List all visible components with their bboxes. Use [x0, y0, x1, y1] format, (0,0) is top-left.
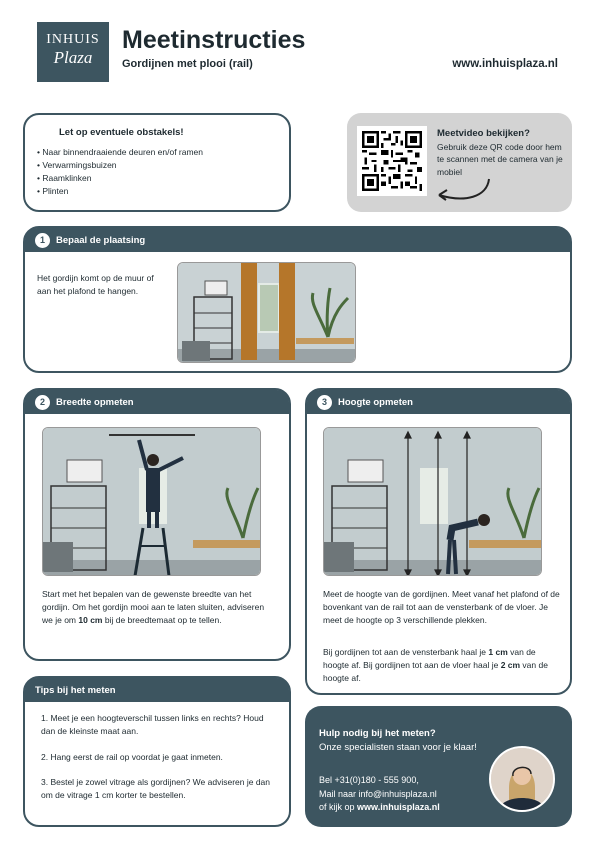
- list-item: • Raamklinken: [37, 172, 277, 185]
- step3-para1: Meet de hoogte van de gordijnen. Meet vanaf het plafond of de bovenkant van de rail tot aan de vensterbank of de vloer. Je meet de hoogte op 3 verschillende plekken.: [323, 589, 560, 625]
- obstacles-list: [37, 146, 277, 198]
- page-subtitle: Gordijnen met plooi (rail): [122, 58, 253, 70]
- tip-3: 3. Bestel je zowel vitrage als gordijnen? We adviseren je dan om de vitrage 1 cm korter te bestellen.: [41, 777, 271, 800]
- list-item: • Naar binnendraaiende deuren en/of ramen: [37, 146, 277, 159]
- step2-text-bold: 10 cm: [78, 615, 103, 625]
- page-title: Meetinstructies: [122, 26, 306, 54]
- step2-text: [42, 588, 274, 627]
- step3-title: Hoogte opmeten: [338, 396, 413, 408]
- list-item: • Verwarmingsbuizen: [37, 159, 277, 172]
- qr-description: Gebruik deze QR code door hem te scannen met de camera van je mobiel: [437, 141, 563, 177]
- tips-card: [23, 676, 291, 827]
- help-website-link[interactable]: www.inhuisplaza.nl: [357, 802, 440, 812]
- help-phone[interactable]: Bel +31(0)180 - 555 900,: [319, 775, 419, 785]
- obstacles-heading: Let op eventuele obstakels!: [59, 127, 184, 138]
- step1-text: Het gordijn komt op de muur of aan het plafond te hangen.: [37, 273, 154, 296]
- step2-title: Breedte opmeten: [56, 396, 134, 408]
- step1-title: Bepaal de plaatsing: [56, 234, 146, 246]
- step3-para2-bold2: 2 cm: [500, 660, 521, 670]
- step2-measuring-width-photo: [42, 427, 261, 576]
- step3-para2-a: Bij gordijnen tot aan de vensterbank haal je: [323, 647, 489, 657]
- tip-1: 1. Meet je een hoogteverschil tussen links en rechts? Houd dan de kleinste maat aan.: [41, 713, 264, 736]
- step2-text-b: bij de breedtemaat op te tellen.: [102, 615, 222, 625]
- step3-header: [307, 390, 570, 414]
- step3-number: 3: [317, 395, 332, 410]
- step1-header: [25, 228, 570, 252]
- step1-number: 1: [35, 233, 50, 248]
- step2-header: [25, 390, 289, 414]
- step3-para2-bold1: 1 cm: [488, 647, 508, 657]
- logo: [37, 22, 109, 82]
- avatar: [489, 746, 555, 812]
- logo-line2: Plaza: [53, 48, 93, 67]
- qr-text-block: [437, 127, 567, 178]
- step3-para2-d: van de hoogte af.: [323, 660, 548, 683]
- step3-para2-c: van de hoogte af. Bij gordijnen tot aan de vloer haal je: [323, 647, 536, 670]
- step3-para2: [323, 646, 561, 685]
- qr-heading: Meetvideo bekijken?: [437, 128, 530, 139]
- help-heading: Hulp nodig bij het meten?: [319, 728, 436, 739]
- help-contact: [319, 774, 440, 815]
- tips-header: [25, 678, 289, 702]
- curved-arrow-icon: [435, 175, 493, 205]
- list-item: • Plinten: [37, 185, 277, 198]
- help-subheading: Onze specialisten staan voor je klaar!: [319, 742, 477, 753]
- qr-code[interactable]: [357, 126, 427, 196]
- website-link[interactable]: www.inhuisplaza.nl: [452, 58, 558, 70]
- step1-room-photo: [177, 262, 356, 363]
- step3-card: [305, 388, 572, 695]
- tip-2: 2. Hang eerst de rail op voordat je gaat inmeten.: [41, 752, 223, 762]
- step2-number: 2: [35, 395, 50, 410]
- step1-card: [23, 226, 572, 373]
- help-site-prefix: of kijk op: [319, 802, 358, 812]
- help-box: [305, 706, 572, 827]
- qr-video-box: [347, 113, 572, 212]
- help-email[interactable]: Mail naar info@inhuisplaza.nl: [319, 788, 437, 799]
- logo-line1: INHUIS: [46, 32, 100, 47]
- obstacles-box: [23, 113, 291, 212]
- step2-text-a: Start met het bepalen van de gewenste breedte van het gordijn. Om het gordijn mooi aan te laten sluiten, adviseren we je om: [42, 589, 265, 625]
- step3-measuring-height-photo: [323, 427, 542, 576]
- tips-title: Tips bij het meten: [35, 684, 116, 696]
- step2-card: [23, 388, 291, 661]
